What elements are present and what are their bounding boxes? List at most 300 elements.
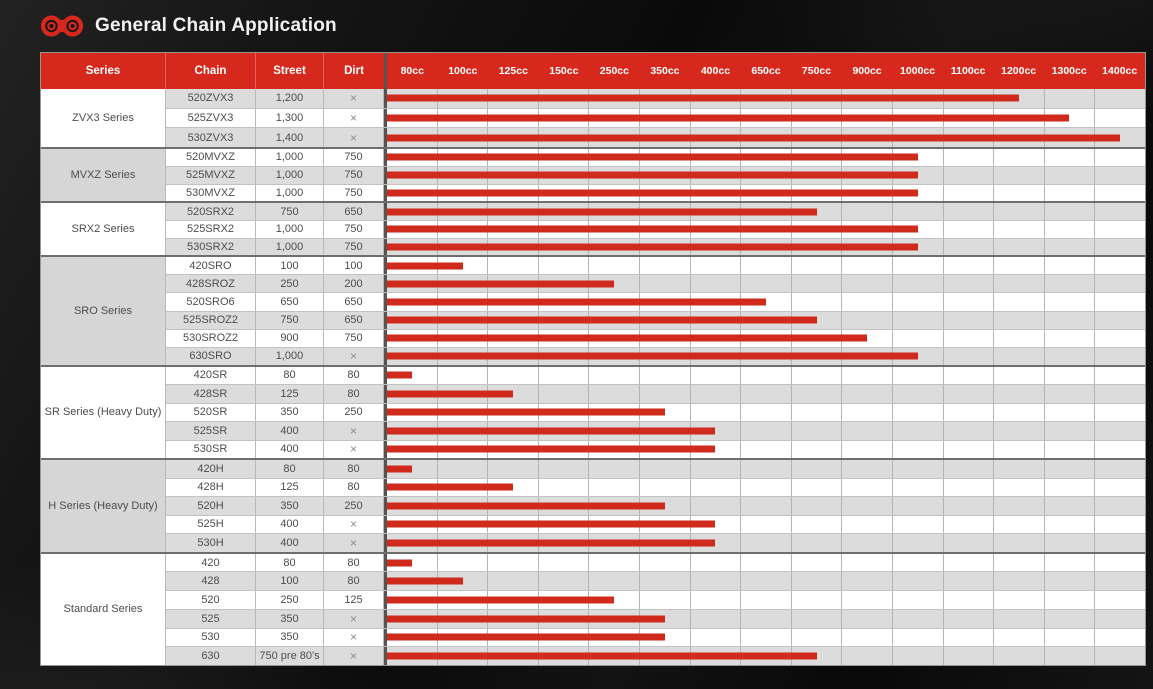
cc-grid-column xyxy=(589,554,640,572)
cc-grid-column xyxy=(691,404,742,422)
cc-grid-column xyxy=(640,367,691,385)
cc-range-cell xyxy=(384,404,1145,422)
cc-grid-column xyxy=(994,312,1045,329)
cc-grid-column xyxy=(1045,516,1096,534)
cc-grid-column xyxy=(944,312,995,329)
cc-grid-column xyxy=(640,479,691,497)
header-cc-scale xyxy=(384,53,1145,89)
chain-cell: 630SRO xyxy=(166,348,256,365)
cc-grid-column xyxy=(741,460,792,478)
cc-grid-column xyxy=(893,441,944,459)
dirt-cell: 750 xyxy=(324,330,384,347)
chain-cell: 520MVXZ xyxy=(166,149,256,166)
chain-cell: 520 xyxy=(166,591,256,609)
cc-grid-column xyxy=(741,422,792,440)
cc-range-cell xyxy=(384,572,1145,590)
cc-grid-column xyxy=(994,610,1045,628)
cc-grid-column xyxy=(1045,312,1096,329)
cc-grid-column xyxy=(488,460,539,478)
cc-grid-column xyxy=(741,610,792,628)
street-cell: 1,400 xyxy=(256,128,324,147)
cc-grid-column xyxy=(842,312,893,329)
series-cell: Standard Series xyxy=(41,554,166,665)
cc-grid-column xyxy=(1045,572,1096,590)
table-row xyxy=(166,167,1145,185)
cc-grid-column xyxy=(1045,422,1096,440)
cc-range-bar xyxy=(387,427,715,434)
cc-range-cell xyxy=(384,275,1145,292)
cc-grid-column xyxy=(741,404,792,422)
series-cell: SRX2 Series xyxy=(41,203,166,255)
cc-range-bar xyxy=(387,372,412,379)
header-cc-1200cc: 1200cc xyxy=(1001,65,1037,77)
cc-grid-column xyxy=(1095,516,1145,534)
series-cell: SR Series (Heavy Duty) xyxy=(41,367,166,459)
chain-cell: 520SRO6 xyxy=(166,293,256,310)
cc-grid-column xyxy=(893,422,944,440)
chain-cell: 530H xyxy=(166,534,256,552)
street-cell: 350 xyxy=(256,610,324,628)
cc-grid-column xyxy=(691,479,742,497)
street-cell: 1,000 xyxy=(256,239,324,256)
cc-grid-column xyxy=(1095,257,1145,274)
series-group xyxy=(41,365,1145,459)
cc-grid-column xyxy=(792,293,843,310)
dirt-cell: 750 xyxy=(324,149,384,166)
table-row xyxy=(166,221,1145,239)
cc-grid-column xyxy=(842,554,893,572)
dirt-cell: 750 xyxy=(324,167,384,184)
cc-grid-column xyxy=(792,275,843,292)
cc-grid-column xyxy=(792,554,843,572)
cc-range-bar xyxy=(387,409,665,416)
series-group xyxy=(41,89,1145,147)
cc-grid-column xyxy=(792,257,843,274)
cc-grid-column xyxy=(741,367,792,385)
cc-grid-column xyxy=(893,385,944,403)
street-cell: 80 xyxy=(256,367,324,385)
cc-grid-column xyxy=(488,572,539,590)
street-cell: 1,000 xyxy=(256,149,324,166)
cc-grid-column xyxy=(792,404,843,422)
dirt-cell xyxy=(324,348,384,365)
cc-grid-column xyxy=(1045,348,1096,365)
cc-grid-column xyxy=(994,275,1045,292)
cc-grid-column xyxy=(741,275,792,292)
table-row xyxy=(166,312,1145,330)
cc-grid-column xyxy=(792,460,843,478)
cc-range-cell xyxy=(384,497,1145,515)
cc-grid-column xyxy=(994,293,1045,310)
chain-cell: 520SRX2 xyxy=(166,203,256,220)
title-bar xyxy=(40,14,337,38)
cc-grid-column xyxy=(1095,554,1145,572)
cc-grid-column xyxy=(1045,293,1096,310)
cc-grid-column xyxy=(1045,89,1096,108)
series-group xyxy=(41,458,1145,552)
cc-grid-column xyxy=(1095,367,1145,385)
table-row xyxy=(166,591,1145,610)
cc-grid-column xyxy=(1045,330,1096,347)
chain-cell: 530SR xyxy=(166,441,256,459)
dirt-cell xyxy=(324,109,384,128)
table-row xyxy=(166,534,1145,552)
table-row xyxy=(166,460,1145,479)
cc-range-bar xyxy=(387,335,867,342)
cc-grid-column xyxy=(589,460,640,478)
table-row xyxy=(166,239,1145,256)
cc-grid-column xyxy=(438,460,489,478)
series-group-rows xyxy=(166,203,1145,255)
cc-grid-column xyxy=(539,460,590,478)
street-cell: 250 xyxy=(256,275,324,292)
cc-grid-column xyxy=(741,497,792,515)
cc-grid-column xyxy=(944,460,995,478)
dirt-cell: 650 xyxy=(324,203,384,220)
cc-grid-column xyxy=(1095,441,1145,459)
cc-grid-column xyxy=(1045,149,1096,166)
not-applicable-mark: × xyxy=(349,649,357,664)
cc-grid-column xyxy=(1095,348,1145,365)
cc-grid-column xyxy=(589,257,640,274)
header-cc-750cc: 750cc xyxy=(801,65,832,77)
series-group-rows xyxy=(166,460,1145,552)
street-cell: 80 xyxy=(256,460,324,478)
cc-grid-column xyxy=(1045,591,1096,609)
table-row xyxy=(166,89,1145,109)
cc-grid-column xyxy=(842,572,893,590)
header-cc-1300cc: 1300cc xyxy=(1051,65,1087,77)
cc-range-cell xyxy=(384,167,1145,184)
cc-range-cell xyxy=(384,441,1145,459)
cc-grid-column xyxy=(944,239,995,256)
not-applicable-mark: × xyxy=(349,611,357,626)
cc-grid-column xyxy=(1095,89,1145,108)
cc-grid-column xyxy=(842,422,893,440)
cc-range-cell xyxy=(384,330,1145,347)
cc-grid-column xyxy=(589,367,640,385)
cc-range-bar xyxy=(387,597,614,604)
table-row xyxy=(166,516,1145,535)
dirt-cell: 750 xyxy=(324,185,384,202)
cc-range-bar xyxy=(387,226,918,233)
cc-grid-column xyxy=(994,591,1045,609)
cc-grid-column xyxy=(438,554,489,572)
cc-range-bar xyxy=(387,502,665,509)
chain-cell: 630 xyxy=(166,647,256,665)
cc-gridlines xyxy=(387,367,1145,385)
cc-grid-column xyxy=(792,422,843,440)
table-row xyxy=(166,610,1145,629)
cc-grid-column xyxy=(893,629,944,647)
cc-grid-column xyxy=(944,554,995,572)
cc-grid-column xyxy=(893,516,944,534)
cc-grid-column xyxy=(994,629,1045,647)
table-row xyxy=(166,149,1145,167)
cc-grid-column xyxy=(741,572,792,590)
table-row xyxy=(166,293,1145,311)
cc-grid-column xyxy=(944,185,995,202)
dirt-cell xyxy=(324,610,384,628)
header-cc-650cc: 650cc xyxy=(751,65,781,77)
street-cell: 900 xyxy=(256,330,324,347)
cc-range-bar xyxy=(387,154,918,161)
series-group xyxy=(41,201,1145,255)
chain-cell: 525SROZ2 xyxy=(166,312,256,329)
series-group xyxy=(41,147,1145,201)
cc-range-bar xyxy=(387,484,513,491)
cc-range-cell xyxy=(384,185,1145,202)
series-group-rows xyxy=(166,89,1145,147)
cc-grid-column xyxy=(1045,460,1096,478)
cc-grid-column xyxy=(944,479,995,497)
cc-grid-column xyxy=(842,257,893,274)
chain-cell: 420H xyxy=(166,460,256,478)
cc-grid-column xyxy=(893,647,944,665)
street-cell: 125 xyxy=(256,385,324,403)
cc-grid-column xyxy=(944,330,995,347)
street-cell: 350 xyxy=(256,629,324,647)
not-applicable-mark: × xyxy=(349,130,357,145)
cc-gridlines xyxy=(387,554,1145,572)
cc-grid-column xyxy=(1095,275,1145,292)
table-row xyxy=(166,257,1145,275)
cc-range-cell xyxy=(384,534,1145,552)
cc-range-bar xyxy=(387,134,1120,141)
cc-grid-column xyxy=(944,441,995,459)
cc-grid-column xyxy=(792,610,843,628)
cc-grid-column xyxy=(741,479,792,497)
cc-grid-column xyxy=(539,554,590,572)
table-row xyxy=(166,385,1145,404)
street-cell: 100 xyxy=(256,257,324,274)
cc-grid-column xyxy=(842,534,893,552)
chain-cell: 530ZVX3 xyxy=(166,128,256,147)
cc-grid-column xyxy=(944,422,995,440)
cc-grid-column xyxy=(539,572,590,590)
cc-grid-column xyxy=(640,554,691,572)
street-cell: 1,000 xyxy=(256,167,324,184)
cc-grid-column xyxy=(893,610,944,628)
cc-grid-column xyxy=(944,293,995,310)
table-row xyxy=(166,422,1145,441)
street-cell: 400 xyxy=(256,422,324,440)
chain-cell: 428SR xyxy=(166,385,256,403)
table-row xyxy=(166,647,1145,665)
street-cell: 250 xyxy=(256,591,324,609)
not-applicable-mark: × xyxy=(349,630,357,645)
cc-range-cell xyxy=(384,203,1145,220)
not-applicable-mark: × xyxy=(349,349,357,364)
cc-range-bar xyxy=(387,244,918,251)
chain-application-chart xyxy=(40,52,1146,666)
cc-range-bar xyxy=(387,521,715,528)
cc-grid-column xyxy=(1045,610,1096,628)
dirt-cell xyxy=(324,534,384,552)
cc-range-bar xyxy=(387,390,513,397)
table-row xyxy=(166,185,1145,202)
dirt-cell: 80 xyxy=(324,554,384,572)
cc-grid-column xyxy=(893,460,944,478)
table-row xyxy=(166,441,1145,459)
cc-grid-column xyxy=(792,516,843,534)
cc-grid-column xyxy=(1045,275,1096,292)
cc-range-bar xyxy=(387,653,817,660)
cc-grid-column xyxy=(1095,185,1145,202)
cc-range-bar xyxy=(387,465,412,472)
cc-range-bar xyxy=(387,353,918,360)
header-cc-350cc: 350cc xyxy=(650,65,680,77)
cc-grid-column xyxy=(691,460,742,478)
table-row xyxy=(166,629,1145,648)
dirt-cell: 650 xyxy=(324,293,384,310)
series-group xyxy=(41,255,1145,364)
table-body xyxy=(41,89,1145,665)
table-row xyxy=(166,109,1145,129)
cc-range-bar xyxy=(387,446,715,453)
cc-grid-column xyxy=(1045,203,1096,220)
cc-grid-column xyxy=(1095,460,1145,478)
dirt-cell: 80 xyxy=(324,385,384,403)
cc-grid-column xyxy=(893,330,944,347)
chain-cell: 420SRO xyxy=(166,257,256,274)
cc-grid-column xyxy=(842,516,893,534)
cc-grid-column xyxy=(792,441,843,459)
cc-grid-column xyxy=(792,497,843,515)
cc-grid-column xyxy=(792,479,843,497)
cc-range-cell xyxy=(384,422,1145,440)
cc-grid-column xyxy=(691,629,742,647)
not-applicable-mark: × xyxy=(349,536,357,550)
cc-grid-column xyxy=(842,497,893,515)
cc-grid-column xyxy=(1095,149,1145,166)
not-applicable-mark: × xyxy=(349,423,357,438)
not-applicable-mark: × xyxy=(349,517,357,532)
cc-grid-column xyxy=(944,404,995,422)
cc-grid-column xyxy=(994,203,1045,220)
cc-grid-column xyxy=(842,275,893,292)
chain-cell: 525H xyxy=(166,516,256,534)
street-cell: 1,000 xyxy=(256,348,324,365)
header-cc-250cc: 250cc xyxy=(599,65,629,77)
cc-grid-column xyxy=(944,385,995,403)
chain-cell: 520SR xyxy=(166,404,256,422)
cc-range-cell xyxy=(384,554,1145,572)
not-applicable-mark: × xyxy=(349,91,357,106)
cc-range-bar xyxy=(387,115,1069,122)
cc-grid-column xyxy=(994,497,1045,515)
cc-grid-column xyxy=(640,257,691,274)
cc-grid-column xyxy=(1095,534,1145,552)
cc-grid-column xyxy=(944,149,995,166)
cc-range-bar xyxy=(387,317,817,324)
cc-grid-column xyxy=(1045,479,1096,497)
cc-grid-column xyxy=(1095,203,1145,220)
header-cc-100cc: 100cc xyxy=(448,65,478,77)
street-cell: 400 xyxy=(256,441,324,459)
cc-grid-column xyxy=(893,554,944,572)
cc-range-cell xyxy=(384,385,1145,403)
street-cell: 1,000 xyxy=(256,185,324,202)
cc-grid-column xyxy=(893,367,944,385)
cc-grid-column xyxy=(944,610,995,628)
header-cc-900cc: 900cc xyxy=(852,65,882,77)
cc-range-cell xyxy=(384,647,1145,665)
series-group xyxy=(41,552,1145,665)
cc-range-cell xyxy=(384,479,1145,497)
cc-grid-column xyxy=(792,572,843,590)
cc-grid-column xyxy=(741,257,792,274)
cc-grid-column xyxy=(1095,591,1145,609)
cc-grid-column xyxy=(842,293,893,310)
chain-cell: 420SR xyxy=(166,367,256,385)
cc-grid-column xyxy=(994,572,1045,590)
header-cell-chain: Chain xyxy=(166,53,256,89)
cc-grid-column xyxy=(1095,385,1145,403)
cc-grid-column xyxy=(994,534,1045,552)
cc-grid-column xyxy=(994,385,1045,403)
cc-range-cell xyxy=(384,460,1145,478)
dirt-cell xyxy=(324,89,384,108)
cc-grid-column xyxy=(994,479,1045,497)
cc-grid-column xyxy=(944,647,995,665)
cc-range-cell xyxy=(384,257,1145,274)
street-cell: 1,300 xyxy=(256,109,324,128)
series-cell: MVXZ Series xyxy=(41,149,166,201)
street-cell: 125 xyxy=(256,479,324,497)
cc-grid-column xyxy=(893,293,944,310)
cc-grid-column xyxy=(842,203,893,220)
cc-grid-column xyxy=(1095,221,1145,238)
street-cell: 100 xyxy=(256,572,324,590)
cc-grid-column xyxy=(842,647,893,665)
cc-grid-column xyxy=(1095,497,1145,515)
cc-grid-column xyxy=(792,591,843,609)
cc-grid-column xyxy=(994,185,1045,202)
dirt-cell: 80 xyxy=(324,479,384,497)
cc-grid-column xyxy=(994,348,1045,365)
cc-grid-column xyxy=(842,629,893,647)
cc-grid-column xyxy=(893,404,944,422)
street-cell: 750 xyxy=(256,203,324,220)
cc-grid-column xyxy=(640,275,691,292)
cc-grid-column xyxy=(488,554,539,572)
cc-range-cell xyxy=(384,348,1145,365)
header-cc-80cc: 80cc xyxy=(400,65,424,77)
cc-grid-column xyxy=(944,221,995,238)
cc-grid-column xyxy=(741,534,792,552)
chain-cell: 525SRX2 xyxy=(166,221,256,238)
table-row xyxy=(166,128,1145,147)
cc-gridlines xyxy=(387,257,1145,274)
street-cell: 750 xyxy=(256,312,324,329)
chain-cell: 428 xyxy=(166,572,256,590)
cc-grid-column xyxy=(994,221,1045,238)
cc-grid-column xyxy=(741,554,792,572)
table-row xyxy=(166,275,1145,293)
dirt-cell: 80 xyxy=(324,460,384,478)
cc-grid-column xyxy=(842,441,893,459)
cc-range-bar xyxy=(387,298,766,305)
cc-grid-column xyxy=(1045,497,1096,515)
cc-grid-column xyxy=(893,479,944,497)
cc-grid-column xyxy=(741,629,792,647)
street-cell: 1,000 xyxy=(256,221,324,238)
cc-grid-column xyxy=(1045,385,1096,403)
cc-grid-column xyxy=(842,591,893,609)
series-cell: ZVX3 Series xyxy=(41,89,166,147)
cc-grid-column xyxy=(1095,109,1145,128)
